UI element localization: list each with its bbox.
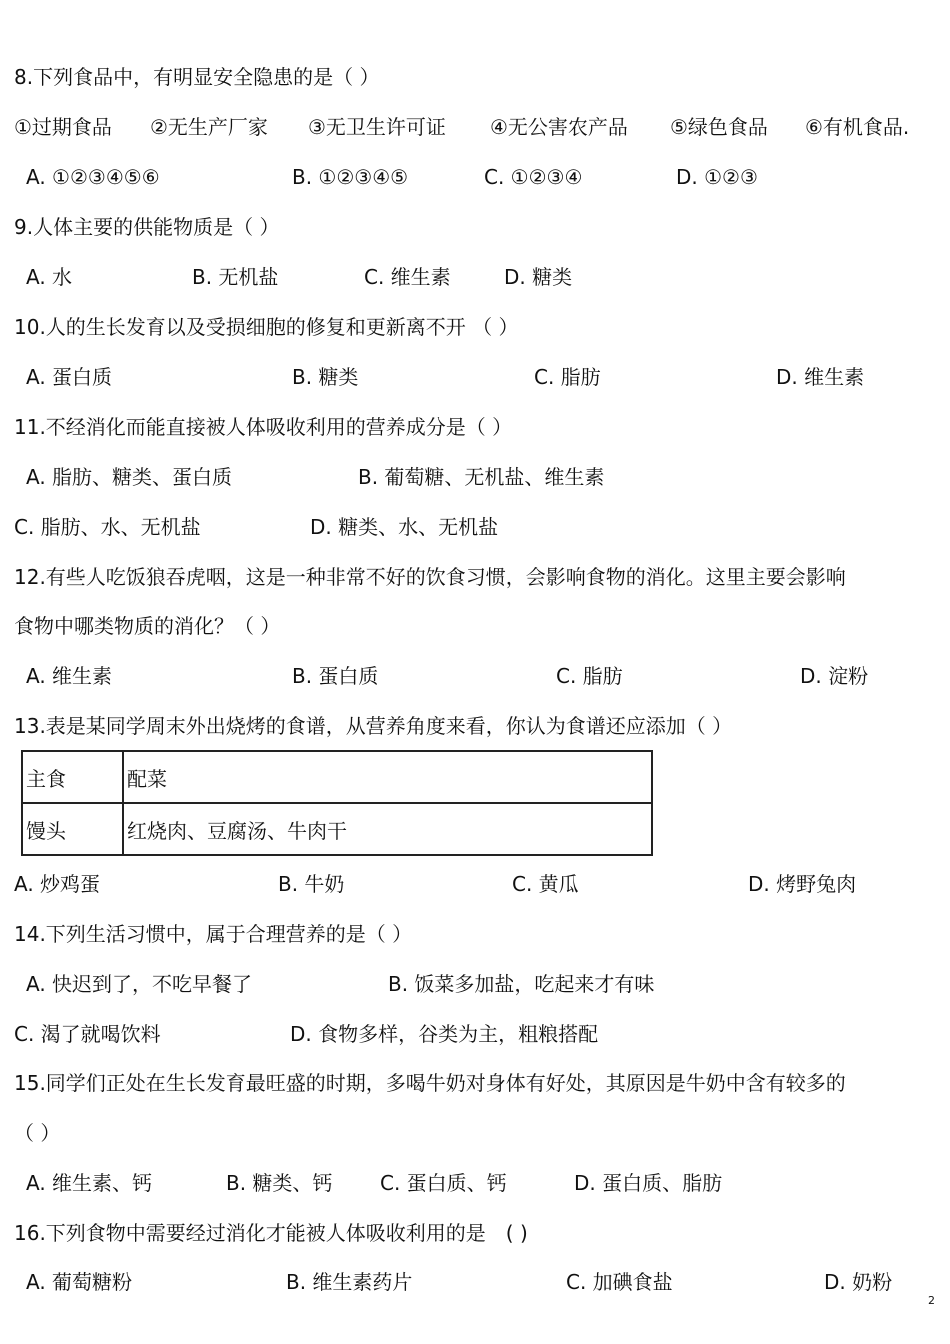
question-14-option-d: D. 食物多样，谷类为主，粗粮搭配 [290,1022,599,1046]
table-header-staple: 主食 [22,751,123,803]
table-cell-staple: 馒头 [22,803,123,855]
question-9-stem: 9.人体主要的供能物质是（ ） [14,215,280,239]
question-8-item-2: ②无生产厂家 [150,115,268,139]
question-10-option-d: D. 维生素 [776,365,865,389]
question-8-item-5: ⑤绿色食品 [670,115,768,139]
table-cell-side-dishes: 红烧肉、豆腐汤、牛肉干 [123,803,652,855]
table-header-side-dishes: 配菜 [123,751,652,803]
question-15-option-c: C. 蛋白质、钙 [380,1171,507,1195]
question-14-stem: 14.下列生活习惯中，属于合理营养的是（ ） [14,922,413,946]
question-9-option-b: B. 无机盐 [192,265,279,289]
question-10-option-a: A. 蛋白质 [26,365,113,389]
question-8-item-6: ⑥有机食品. [805,115,910,139]
page-number: 2 [928,1294,935,1307]
question-12-option-b: B. 蛋白质 [292,664,379,688]
question-15-stem-line-1: 15.同学们正处在生长发育最旺盛的时期，多喝牛奶对身体有好处，其原因是牛奶中含有较多的 [14,1071,846,1095]
question-16-option-a: A. 葡萄糖粉 [26,1270,133,1294]
question-15-option-d: D. 蛋白质、脂肪 [574,1171,723,1195]
question-12-option-a: A. 维生素 [26,664,113,688]
table-row [22,803,652,855]
question-11-option-b: B. 葡萄糖、无机盐、维生素 [358,465,605,489]
question-13-option-d: D. 烤野兔肉 [748,872,857,896]
question-13-option-c: C. 黄瓜 [512,872,579,896]
question-8-item-1: ①过期食品 [14,115,112,139]
question-15-option-b: B. 糖类、钙 [226,1171,333,1195]
question-9-option-a: A. 水 [26,265,73,289]
question-8-option-c: C. ①②③④ [484,165,583,189]
question-13-stem: 13.表是某同学周末外出烧烤的食谱，从营养角度来看，你认为食谱还应添加（ ） [14,714,733,738]
question-11-stem: 11.不经消化而能直接被人体吸收利用的营养成分是（ ） [14,415,513,439]
question-13-option-b: B. 牛奶 [278,872,345,896]
question-12-stem-line-2: 食物中哪类物质的消化？（ ） [14,614,281,638]
question-8-item-4: ④无公害农产品 [490,115,628,139]
question-16-option-d: D. 奶粉 [824,1270,893,1294]
question-9-option-d: D. 糖类 [504,265,573,289]
table-header-row [22,751,652,803]
question-8-item-3: ③无卫生许可证 [308,115,446,139]
question-11-option-a: A. 脂肪、糖类、蛋白质 [26,465,233,489]
question-14-option-a: A. 快迟到了，不吃早餐了 [26,972,253,996]
question-16-option-c: C. 加碘食盐 [566,1270,673,1294]
question-12-stem-line-1: 12.有些人吃饭狼吞虎咽，这是一种非常不好的饮食习惯，会影响食物的消化。这里主要会影响 [14,565,846,589]
question-8-stem: 8.下列食品中，有明显安全隐患的是（ ） [14,65,380,89]
question-15-option-a: A. 维生素、钙 [26,1171,153,1195]
question-8-option-b: B. ①②③④⑤ [292,165,409,189]
question-12-option-d: D. 淀粉 [800,664,869,688]
question-11-option-c: C. 脂肪、水、无机盐 [14,515,201,539]
question-8-option-a: A. ①②③④⑤⑥ [26,165,160,189]
question-10-option-b: B. 糖类 [292,365,359,389]
question-13-option-a: A. 炒鸡蛋 [14,872,101,896]
question-14-option-b: B. 饭菜多加盐，吃起来才有味 [388,972,655,996]
question-8-option-d: D. ①②③ [676,165,758,189]
question-11-option-d: D. 糖类、水、无机盐 [310,515,499,539]
question-15-stem-line-2: （ ） [14,1121,61,1145]
question-16-stem: 16.下列食物中需要经过消化才能被人体吸收利用的是 ( ) [14,1221,528,1245]
question-14-option-c: C. 渴了就喝饮料 [14,1022,161,1046]
question-12-option-c: C. 脂肪 [556,664,623,688]
question-10-stem: 10.人的生长发育以及受损细胞的修复和更新离不开 （ ） [14,315,519,339]
question-16-option-b: B. 维生素药片 [286,1270,413,1294]
question-9-option-c: C. 维生素 [364,265,451,289]
question-10-option-c: C. 脂肪 [534,365,601,389]
recipe-table [21,750,653,856]
